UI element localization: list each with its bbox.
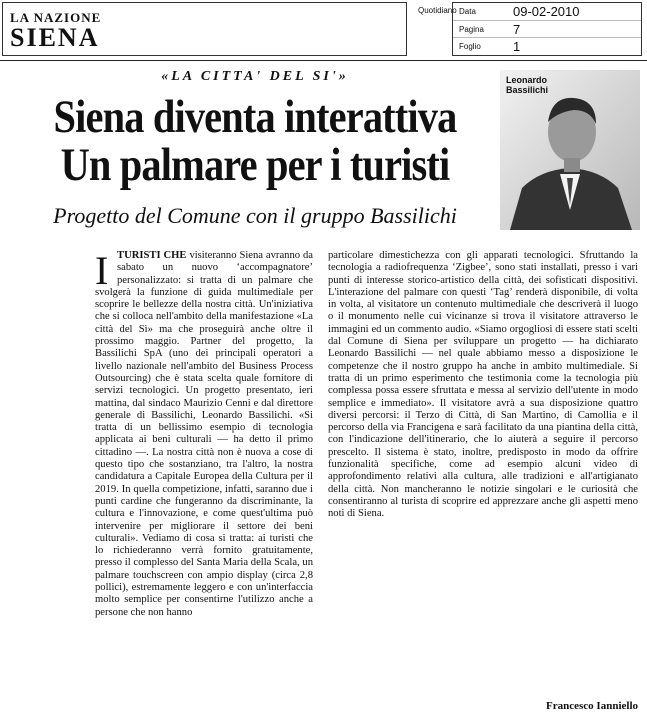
drop-cap: I <box>95 248 109 293</box>
headline-line-2: Un palmare per i turisti <box>60 139 450 191</box>
masthead-edition: SIENA <box>10 23 100 52</box>
article-headline <box>44 93 465 189</box>
meta-row-sheet <box>453 37 641 55</box>
article-column-1 <box>95 250 313 619</box>
article-byline: Francesco Ianniello <box>546 700 638 712</box>
photo-caption-last-name: Bassilichi <box>506 85 549 95</box>
meta-row-date <box>453 3 641 20</box>
article-kicker: «LA CITTA' DEL SI'» <box>161 69 349 84</box>
article-column-2 <box>328 250 638 521</box>
meta-label: Foglio <box>459 42 481 51</box>
column-1-text <box>95 250 313 619</box>
column-1-body: visiteranno Siena avranno da sabato un nuovo ‘accompagnatore’ personalizzato: si tratta di un palmare che svolgerà la funzione di guida multimediale per scoprire le bellezze della nostra città. Un'iniziativa che si colloca nell'ambito della manifestazione «La città del Sì» ma che proseguirà anche oltre il prossimo maggio. Partner del progetto, la Bassilichi SpA (uno dei principali operatori a livello nazionale nell'ambito del Business Process Outsourcing) che è stata scelta quale fornitore di servizi tecnologici. Un progetto presentato, ieri mattina, dal sindaco Maurizio Cenni e dal direttore generale di Bassilichi, Leonardo Bassilichi. «Si tratta di un bellissimo esempio di tecnologia applicata ai beni culturali — ha detto il primo cittadino —. La nostra città non è nuova a cose di questo tipo che sostanziano, tra l'altro, la nostra candidatura a Capitale Europea della Cultura per il 2019. In quella competizione, infatti, saranno due i punti cardine che fungeranno da discriminante, la cultura e l'innovazione, e come quest'ultima può intervenire per migliorare il settore dei beni culturali». Vediamo di cosa si tratta: ai turisti che lo richiederanno verrà fornito gratuitamente, presso il complesso del Santa Maria della Scala, un palmare touchscreen con ampio display (circa 2,8 pollici), estremamente leggero e con un'interfaccia molto semplice per consentirne l'utilizzo anche a persone che non hanno <box>95 250 313 618</box>
article-subhead: Progetto del Comune con il gruppo Bassilichi <box>53 203 457 228</box>
meta-value: 1 <box>513 39 521 54</box>
headline-line-1: Siena diventa interattiva <box>53 91 457 143</box>
metadata-box <box>452 2 642 56</box>
meta-value: 09-02-2010 <box>513 4 580 19</box>
quotidiano-label: Quotidiano <box>418 6 457 15</box>
photo-caption-first-name: Leonardo <box>506 75 548 85</box>
meta-label: Data <box>459 7 476 16</box>
column-2-body: particolare dimestichezza con gli apparati tecnologici. Sfruttando la tecnologia a radiofrequenza ‘Zigbee’, sono stati installati, presso i vari punti di interesse storico-artistico della città, dei sofisticati dispositivi. L'interazione del palmare con questi ‘Tag’ renderà disponibile, di volta in volta, al visitatore un contenuto multimediale che descriverà il luogo o il monumento nelle cui vicinanze si trova il visitatore attraverso le immagini ed un commento audio. «Siamo orgogliosi di essere stati scelti dal Comune di Siena per sviluppare un progetto — ha dichiarato Leonardo Bassilichi — nel quale abbiamo messo a disposizione le competenze che il nostro gruppo ha anche in ambito multimediale. Si tratta di un primo esperimento che testimonia come la tecnologia più complessa possa essere sfruttata e messa al servizio dell'utente in modo semplice e immediato». Il visitatore avrà a sua disposizione quattro diversi percorsi: il Terzo di Città, di San Martino, di Camollia e il percorso della via Francigena e sarà facilitato da una piantina della città, con l'indicazione dell'itinerario, che lo aiuterà a seguire il percorso prescelto. Il sistema è stato, inoltre, predisposto in modo da offrire funzionalità specifiche, come ad esempio alcuni video di approfondimento relativi alla cultura, alle tradizioni e all'artigianato della città. Non mancheranno le notizie singolari e le curiosità che consentiranno al turista di scoprire ed apprezzare anche gli aspetti meno noti di Siena. <box>328 250 638 520</box>
meta-label: Pagina <box>459 25 484 34</box>
article-lead-in: TURISTI CHE <box>117 250 187 261</box>
meta-value: 7 <box>513 22 521 37</box>
photo-caption <box>506 75 548 95</box>
dropcap-spacer <box>95 250 117 286</box>
meta-row-page <box>453 20 641 38</box>
masthead-newspaper: LA NAZIONE <box>10 10 102 25</box>
